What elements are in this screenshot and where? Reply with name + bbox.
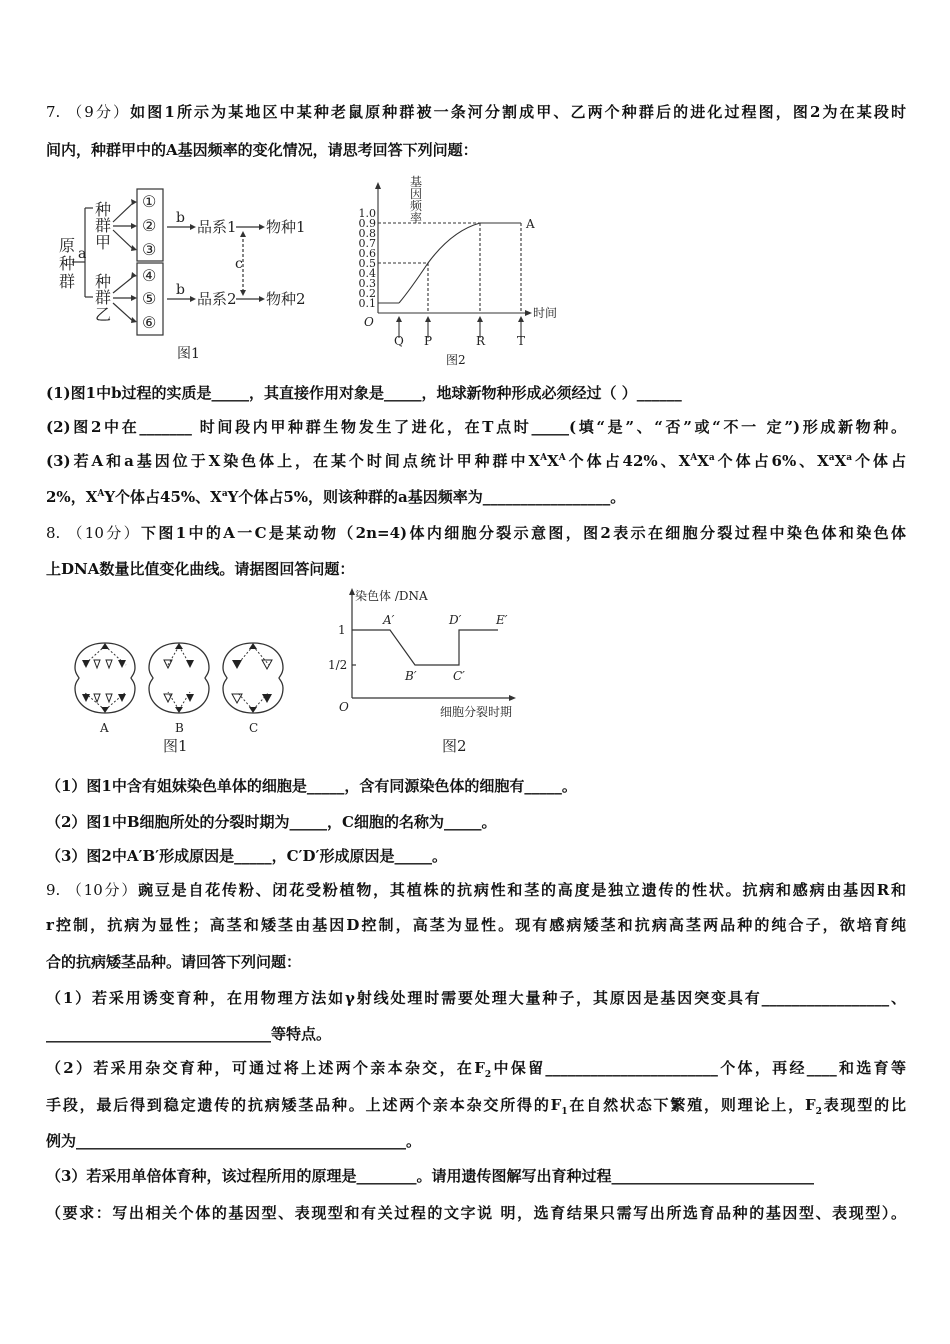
origin-pop-char: 种 bbox=[59, 254, 76, 273]
question-number: 7. （9分） bbox=[46, 103, 131, 121]
text-segment: （1）图1中含有姐妹染色单体的细胞是_____，含有同源染色体的细胞有_____。 bbox=[46, 777, 577, 795]
text-segment: 上DNA数量比值变化曲线。请据图回答问题： bbox=[46, 560, 355, 578]
text-segment: 下图1中的A一C是某动物（2n=4)体内细胞分裂示意图，图2表示在细胞分裂过程中染色体和染色体 bbox=[140, 524, 906, 542]
superscript: A bbox=[97, 489, 105, 499]
y-tick-half: 1/2 bbox=[328, 658, 348, 672]
text-segment: X bbox=[547, 452, 559, 470]
text-segment: X bbox=[834, 452, 847, 470]
point-d-prime: D′ bbox=[449, 613, 462, 627]
y-axis-label-char: 因 bbox=[410, 187, 423, 201]
y-axis-label-char: 基 bbox=[410, 175, 423, 189]
text-line bbox=[46, 375, 682, 411]
x-axis-label: 时间 bbox=[533, 306, 558, 320]
point-e-prime: E′ bbox=[496, 613, 508, 627]
text-line bbox=[46, 515, 906, 551]
y-tick-label: 0.1 bbox=[358, 297, 376, 310]
text-segment: X bbox=[697, 452, 709, 470]
text-line bbox=[46, 907, 906, 943]
point-a-prime: A′ bbox=[383, 613, 395, 627]
pop-jia-char: 种 bbox=[95, 200, 112, 219]
pop-jia-char: 甲 bbox=[95, 233, 112, 252]
circle-6: ⑥ bbox=[142, 313, 157, 332]
gene-frequency-graph bbox=[340, 172, 558, 372]
text-segment: 表现型的比 bbox=[821, 1096, 906, 1114]
pop-jia-char: 群 bbox=[95, 216, 112, 235]
figure-caption: 图2 bbox=[442, 737, 467, 755]
text-segment: (3)若A和a基因位于X染色体上，在某个时间点统计甲种群中X bbox=[46, 452, 541, 470]
text-segment: 间内，种群甲中的A基因频率的变化情况，请思考回答下列问题： bbox=[46, 141, 478, 159]
y-axis-label-char: 率 bbox=[410, 211, 423, 225]
text-segment: ______________________________等特点。 bbox=[46, 1025, 332, 1043]
strain-1: 品系1 bbox=[197, 218, 237, 236]
cell-division-diagram bbox=[60, 630, 300, 760]
text-line bbox=[46, 768, 577, 804]
point-q: Q bbox=[394, 334, 404, 348]
text-line bbox=[46, 132, 478, 168]
subscript: 1 bbox=[561, 1107, 568, 1117]
origin-label: O bbox=[364, 315, 374, 329]
point-c-prime: C′ bbox=[453, 669, 465, 683]
point-p: P bbox=[424, 334, 433, 348]
superscript: a bbox=[828, 453, 835, 463]
text-segment: 如图1所示为某地区中某种老鼠原种群被一条河分割成甲、乙两个种群后的进化过程图，图2为在某段时 bbox=[130, 103, 906, 121]
origin-pop-char: 群 bbox=[59, 272, 76, 291]
text-segment: 个体占 bbox=[852, 452, 906, 470]
y-tick-label: 0.9 bbox=[358, 217, 376, 230]
origin-pop-char: 原 bbox=[59, 236, 76, 255]
subscript: 2 bbox=[815, 1107, 822, 1117]
origin-label: O bbox=[339, 700, 349, 714]
text-segment: （3）图2中A′B′形成原因是_____，C′D′形成原因是_____。 bbox=[46, 847, 447, 865]
y-axis-label-char: 频 bbox=[410, 199, 423, 213]
text-segment: （1）若采用诱变育种，在用物理方法如γ射线处理时需要处理大量种子，其原因是基因突变具有_________________、 bbox=[46, 989, 906, 1007]
superscript: A bbox=[540, 453, 548, 463]
text-line bbox=[46, 551, 354, 587]
text-line bbox=[46, 838, 447, 874]
text-segment: 合的抗病矮茎品种。请回答下列问题： bbox=[46, 953, 302, 971]
superscript: a bbox=[846, 453, 853, 463]
pop-yi-char: 群 bbox=[95, 288, 112, 307]
point-b-prime: B′ bbox=[405, 669, 417, 683]
text-line bbox=[46, 980, 906, 1016]
text-segment: 例为____________________________________________。 bbox=[46, 1132, 422, 1150]
pop-yi-char: 乙 bbox=[95, 305, 112, 324]
circle-1: ① bbox=[142, 192, 157, 211]
y-tick-label: 1.0 bbox=[358, 207, 376, 220]
text-segment: 中保留_______________________个体，再经____和选育等 bbox=[491, 1059, 906, 1077]
label-c: c bbox=[235, 256, 243, 272]
text-line bbox=[46, 1123, 421, 1159]
y-tick-label: 0.3 bbox=[358, 277, 376, 290]
text-line bbox=[46, 94, 906, 130]
text-segment: (2)图2中在_______ 时间段内甲种群生物发生了进化，在T点时_____(填“是”、“否”或“不一 定”)形成新物种。 bbox=[46, 418, 906, 436]
text-segment: （3）若采用单倍体育种，该过程所用的原理是________。请用遗传图解写出育种过程___________________________ bbox=[46, 1167, 814, 1185]
circle-3: ③ bbox=[142, 240, 157, 259]
y-tick-1: 1 bbox=[338, 623, 346, 637]
circle-4: ④ bbox=[142, 266, 157, 285]
text-line bbox=[46, 944, 301, 980]
label-b: b bbox=[176, 282, 185, 298]
y-axis-label: 染色体 /DNA bbox=[355, 589, 428, 603]
cell-label-a: A bbox=[100, 721, 109, 735]
text-line bbox=[46, 409, 906, 445]
text-line bbox=[46, 1050, 906, 1086]
y-tick-label: 0.7 bbox=[358, 237, 376, 250]
figure-caption: 图1 bbox=[177, 346, 200, 362]
x-axis-label: 细胞分裂时期 bbox=[440, 705, 513, 719]
y-tick-label: 0.4 bbox=[358, 267, 376, 280]
species-1: 物种1 bbox=[266, 218, 306, 236]
text-line bbox=[46, 1158, 814, 1194]
text-line bbox=[46, 443, 906, 479]
text-segment: （2）若采用杂交育种，可通过将上述两个亲本杂交，在F bbox=[46, 1059, 485, 1077]
y-tick-label: 0.5 bbox=[358, 257, 376, 270]
text-line bbox=[46, 804, 497, 840]
superscript: a bbox=[221, 489, 228, 499]
question-number: 9. （10分） bbox=[46, 881, 139, 899]
y-tick-label: 0.2 bbox=[358, 287, 376, 300]
text-segment: Y个体占45%、X bbox=[104, 488, 222, 506]
text-line bbox=[46, 1195, 906, 1231]
species-2: 物种2 bbox=[266, 290, 306, 308]
cell-label-c: C bbox=[249, 721, 259, 735]
point-t: T bbox=[517, 334, 526, 348]
text-segment: r控制，抗病为显性；高茎和矮茎由基因D控制，高茎为显性。现有感病矮茎和抗病高茎两品种的纯合子，欲培育纯 bbox=[46, 916, 906, 934]
y-tick-label: 0.6 bbox=[358, 247, 376, 260]
label-b: b bbox=[176, 210, 185, 226]
curve-label-a: A bbox=[526, 217, 535, 231]
superscript: A bbox=[558, 453, 566, 463]
label-a: a bbox=[78, 246, 87, 262]
text-segment: Y个体占5%，则该种群的a基因频率为_________________。 bbox=[227, 488, 626, 506]
cell-label-b: B bbox=[175, 721, 184, 735]
figure-caption: 图2 bbox=[446, 353, 466, 367]
text-segment: (1)图1中b过程的实质是_____，其直接作用对象是_____，地球新物种形成必须经过（ ）______ bbox=[46, 384, 682, 402]
text-line bbox=[46, 1087, 906, 1123]
superscript: A bbox=[690, 453, 698, 463]
figure-caption: 图1 bbox=[163, 737, 188, 755]
text-segment: 个体占42%、X bbox=[565, 452, 691, 470]
text-line bbox=[46, 1016, 331, 1052]
text-line bbox=[46, 872, 906, 908]
text-segment: 个体占6%、X bbox=[714, 452, 829, 470]
text-segment: 在自然状态下繁殖，则理论上，F bbox=[567, 1096, 816, 1114]
superscript: a bbox=[708, 453, 715, 463]
text-segment: 2%，X bbox=[46, 488, 98, 506]
text-segment: （要求：写出相关个体的基因型、表现型和有关过程的文字说 明，选育结果只需写出所选育品种的基因型、表现型）。 bbox=[46, 1204, 906, 1222]
circle-5: ⑤ bbox=[142, 289, 157, 308]
chromosome-dna-ratio-graph bbox=[325, 585, 535, 760]
text-segment: （2）图1中B细胞所处的分裂时期为_____，C细胞的名称为_____。 bbox=[46, 813, 497, 831]
text-segment: 手段，最后得到稳定遗传的抗病矮茎品种。上述两个亲本杂交所得的F bbox=[46, 1096, 562, 1114]
text-line bbox=[46, 479, 625, 515]
pop-yi-char: 种 bbox=[95, 272, 112, 291]
y-tick-label: 0.8 bbox=[358, 227, 376, 240]
text-segment: 豌豆是自花传粉、闭花受粉植物，其植株的抗病性和茎的高度是独立遗传的性状。抗病和感病由基因R和 bbox=[138, 881, 906, 899]
circle-2: ② bbox=[142, 216, 157, 235]
point-r: R bbox=[476, 334, 486, 348]
question-number: 8. （10分） bbox=[46, 524, 141, 542]
strain-2: 品系2 bbox=[197, 290, 237, 308]
evolution-process-diagram bbox=[50, 175, 370, 370]
subscript: 2 bbox=[484, 1070, 492, 1080]
